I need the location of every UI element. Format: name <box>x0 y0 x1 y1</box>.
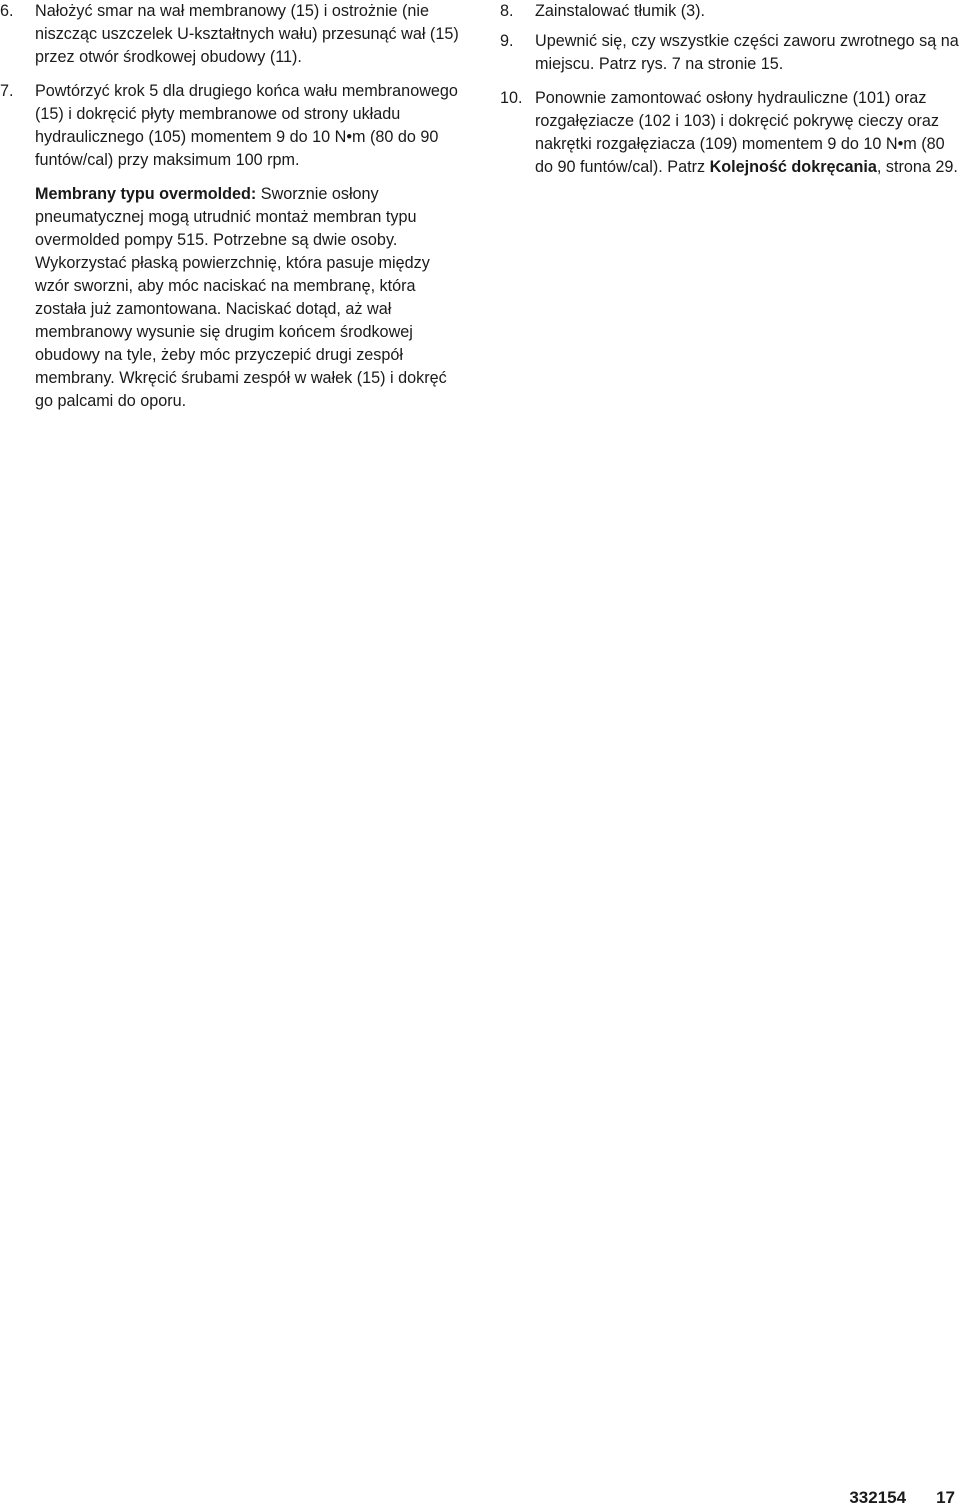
step-text <box>535 87 960 179</box>
step-text: Nałożyć smar na wał membranowy (15) i ostrożnie (nie niszcząc uszczelek U-kształtnych wału) przesunąć wał (15) przez otwór środkowej obudowy (11). <box>35 2 459 66</box>
step-6 <box>0 0 465 69</box>
step-7 <box>0 80 465 172</box>
step-number: 7. <box>0 82 14 100</box>
step-text: Upewnić się, czy wszystkie części zaworu zwrotnego są na miejscu. Patrz rys. 7 na stronie 15. <box>535 32 959 73</box>
step-text-after: , strona 29. <box>876 158 958 176</box>
step-8 <box>500 0 960 23</box>
document-number: 332154 <box>849 1488 907 1507</box>
step-9 <box>500 30 960 76</box>
step-number: 8. <box>500 2 514 20</box>
note-paragraph <box>35 183 465 413</box>
note-text: Sworznie osłony pneumatycznej mogą utrudnić montaż membran typu overmolded pompy 515. Potrzebne są dwie osoby. Wykorzystać płaską powierzchnię, która pasuje między wzór sworzni, aby móc naciskać na membranę, która została już zamontowana. Naciskać dotąd, aż wał membranowy wysunie się drugim końcem środkowej obudowy na tyle, żeby móc przyczepić drugi zespół membrany. Wkręcić śrubami zespół w wałek (15) i dokręć go palcami do oporu. <box>35 185 447 410</box>
page-number: 17 <box>936 1488 955 1507</box>
page-footer <box>849 1487 955 1509</box>
note-label: Membrany typu overmolded: <box>35 185 257 203</box>
step-number: 6. <box>0 2 14 20</box>
step-text: Zainstalować tłumik (3). <box>535 2 706 20</box>
right-column <box>500 0 960 179</box>
left-column <box>0 0 465 413</box>
cross-reference-link[interactable]: Kolejność dokręcania <box>709 158 877 176</box>
step-number: 10. <box>500 89 523 107</box>
step-text-before: Ponownie zamontować osłony hydrauliczne (101) oraz rozgałęziacze (102 i 103) i dokręcić pokrywę cieczy oraz nakrętki rozgałęziacza (109) momentem 9 do 10 N•m (80 do 90 funtów/cal). Patrz <box>535 89 945 176</box>
step-text: Powtórzyć krok 5 dla drugiego końca wału membranowego (15) i dokręcić płyty membranowe od strony układu hydraulicznego (105) momentem 9 do 10 N•m (80 do 90 funtów/cal) przy maksimum 100 rpm. <box>35 82 458 169</box>
step-10 <box>500 87 960 179</box>
step-number: 9. <box>500 32 514 50</box>
overmolded-note <box>0 183 465 413</box>
